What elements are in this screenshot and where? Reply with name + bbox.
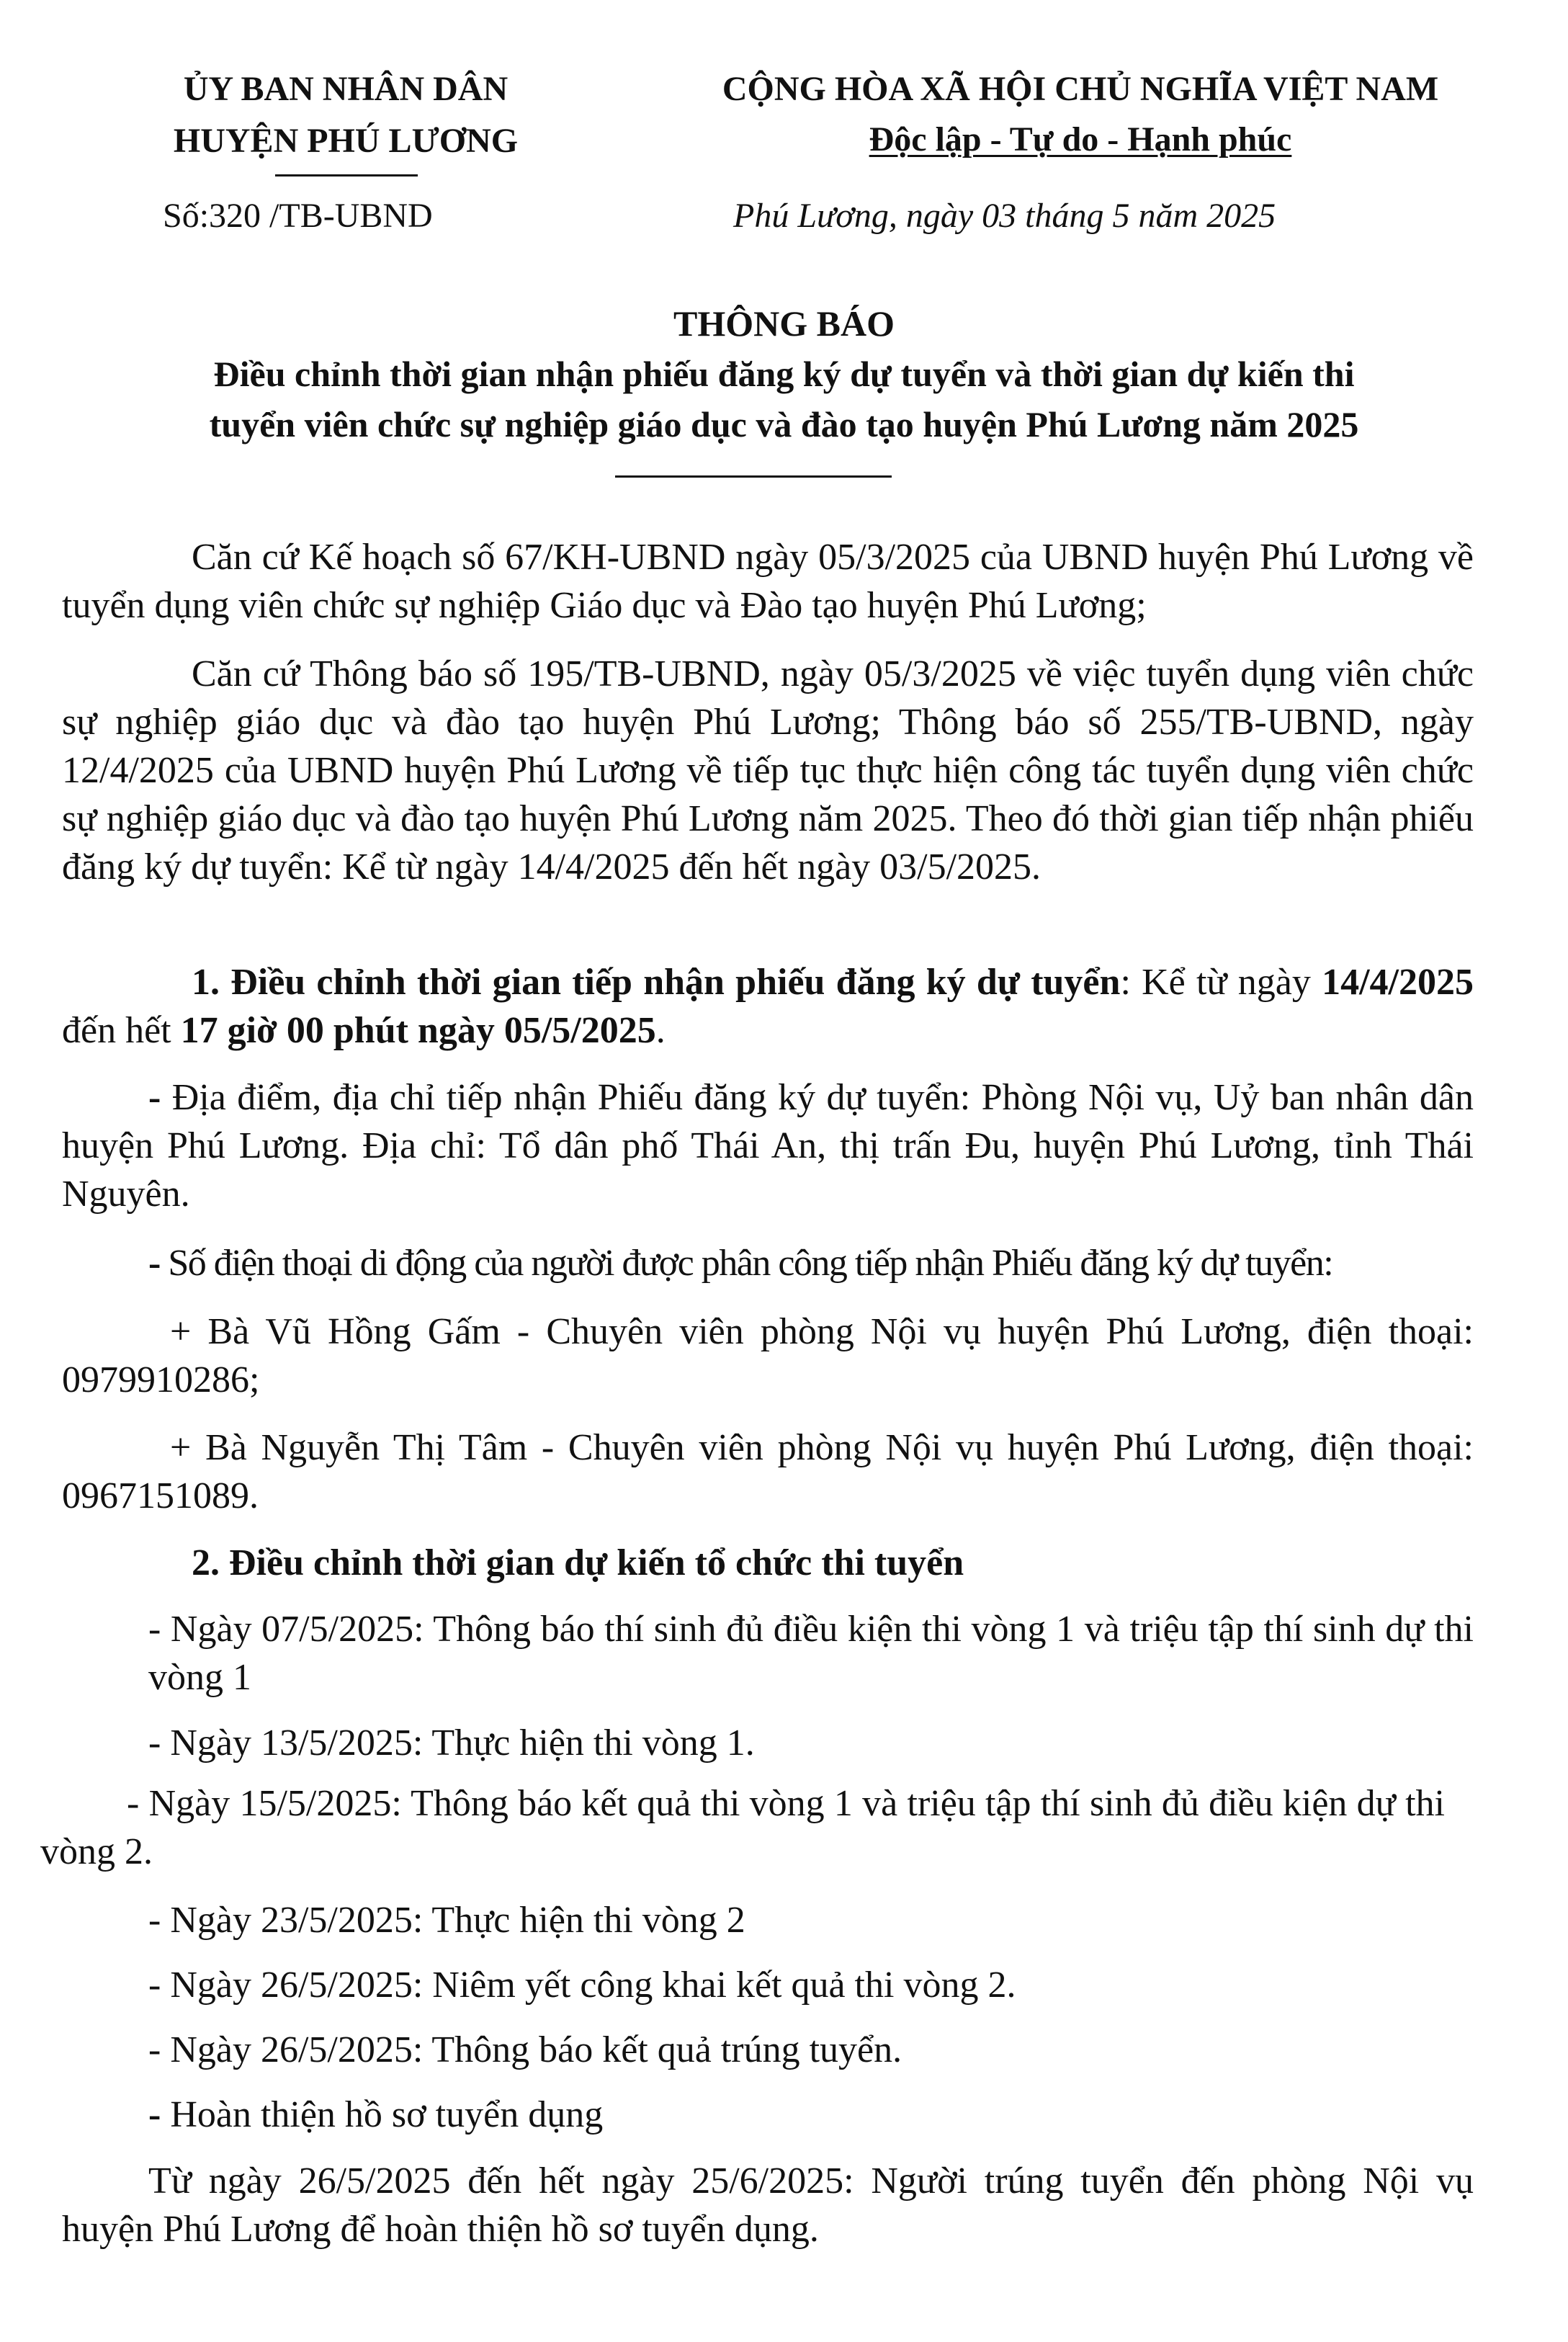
- schedule-item: - Ngày 23/5/2025: Thực hiện thi vòng 2: [148, 1900, 745, 1941]
- schedule-item: [148, 2091, 1560, 2139]
- schedule-item: - Ngày 26/5/2025: Thông báo kết quả trúng tuyển.: [148, 2029, 902, 2070]
- schedule-item: - Ngày 07/5/2025: Thông báo thí sinh đủ điều kiện thi vòng 1 và triệu tập thí sinh dự thi vòng 1: [148, 1609, 1474, 1698]
- schedule-dash: -: [148, 2094, 171, 2135]
- closing-paragraph: Từ ngày 26/5/2025 đến hết ngày 25/6/2025: Người trúng tuyển đến phòng Nội vụ huyện Phú Lương để hoàn thiện hồ sơ tuyển dụng.: [62, 2160, 1474, 2250]
- contact-1: + Bà Vũ Hồng Gấm - Chuyên viên phòng Nội vụ huyện Phú Lương, điện thoại: 0979910286;: [62, 1311, 1474, 1400]
- location-text: Địa điểm, địa chỉ tiếp nhận Phiếu đăng ký dự tuyển: Phòng Nội vụ, Uỷ ban nhân dân huyện Phú Lương. Địa chỉ: Tổ dân phố Thái An, thị trấn Đu, huyện Phú Lương, tỉnh Thái Nguyên.: [62, 1077, 1474, 1215]
- phone-dash: -: [148, 1243, 169, 1284]
- schedule-item-text: Hoàn thiện hồ sơ tuyển dụng: [170, 2094, 604, 2135]
- section-1-date-from: 14/4/2025: [1322, 962, 1474, 1003]
- phone-intro-text: Số điện thoại di động của người được phân công tiếp nhận Phiếu đăng ký dự tuyển:: [168, 1243, 1333, 1284]
- motto-wrap: [634, 120, 1527, 159]
- section-1-text: : Kể từ ngày: [1120, 962, 1322, 1003]
- title-divider: [615, 475, 892, 478]
- document-title: THÔNG BÁO: [673, 303, 895, 344]
- document-subject-line1: Điều chỉnh thời gian nhận phiếu đăng ký dự tuyển và thời gian dự kiến thi: [213, 354, 1355, 394]
- agency-name-line1: ỦY BAN NHÂN DÂN: [183, 70, 509, 108]
- phone-intro-paragraph: [62, 1239, 1474, 1287]
- location-paragraph: [62, 1073, 1474, 1218]
- basis-paragraph-2: Căn cứ Thông báo số 195/TB-UBND, ngày 05/3/2025 về việc tuyển dụng viên chức sự nghiệp giáo dục và đào tạo huyện Phú Lương; Thông báo số 255/TB-UBND, ngày 12/4/2025 của UBND huyện Phú Lương về tiếp tục thực hiện công tác tuyển dụng viên chức sự nghiệp giáo dục và đào tạo huyện Phú Lương năm 2025. Theo đó thời gian tiếp nhận phiếu đăng ký dự tuyển: Kể từ ngày 14/4/2025 đến hết ngày 03/5/2025.: [62, 653, 1474, 888]
- schedule-item: - Ngày 26/5/2025: Niêm yết công khai kết quả thi vòng 2.: [148, 1965, 1016, 2006]
- contact-2: + Bà Nguyễn Thị Tâm - Chuyên viên phòng Nội vụ huyện Phú Lương, điện thoại: 0967151089.: [62, 1427, 1474, 1516]
- section-1-date-to: 17 giờ 00 phút ngày 05/5/2025: [180, 1010, 656, 1051]
- national-motto: Độc lập - Tự do - Hạnh phúc: [869, 120, 1292, 158]
- place-date: Phú Lương, ngày 03 tháng 5 năm 2025: [733, 197, 1276, 235]
- section-2-heading: 2. Điều chỉnh thời gian dự kiến tổ chức thi tuyển: [192, 1542, 964, 1583]
- location-dash: -: [148, 1077, 172, 1118]
- section-1-text: đến hết: [62, 1010, 181, 1051]
- document-number: Số:320 /TB-UBND: [163, 197, 433, 235]
- agency-name-line2: HUYỆN PHÚ LƯƠNG: [173, 122, 519, 160]
- section-1-heading: 1. Điều chỉnh thời gian tiếp nhận phiếu đăng ký dự tuyển: [192, 962, 1121, 1003]
- section-1-paragraph: [62, 958, 1474, 1055]
- document-subject-line2: tuyển viên chức sự nghiệp giáo dục và đào tạo huyện Phú Lương năm 2025: [209, 404, 1359, 444]
- section-1-text: .: [655, 1010, 666, 1051]
- schedule-item: - Ngày 15/5/2025: Thông báo kết quả thi vòng 1 và triệu tập thí sinh đủ điều kiện dự thi vòng 2.: [40, 1783, 1445, 1872]
- basis-paragraph-1: Căn cứ Kế hoạch số 67/KH-UBND ngày 05/3/2025 của UBND huyện Phú Lương về tuyển dụng viên chức sự nghiệp Giáo dục và Đào tạo huyện Phú Lương;: [62, 537, 1474, 626]
- schedule-item: - Ngày 13/5/2025: Thực hiện thi vòng 1.: [148, 1722, 755, 1764]
- national-title: CỘNG HÒA XÃ HỘI CHỦ NGHĨA VIỆT NAM: [722, 70, 1439, 108]
- agency-underline: [275, 174, 418, 176]
